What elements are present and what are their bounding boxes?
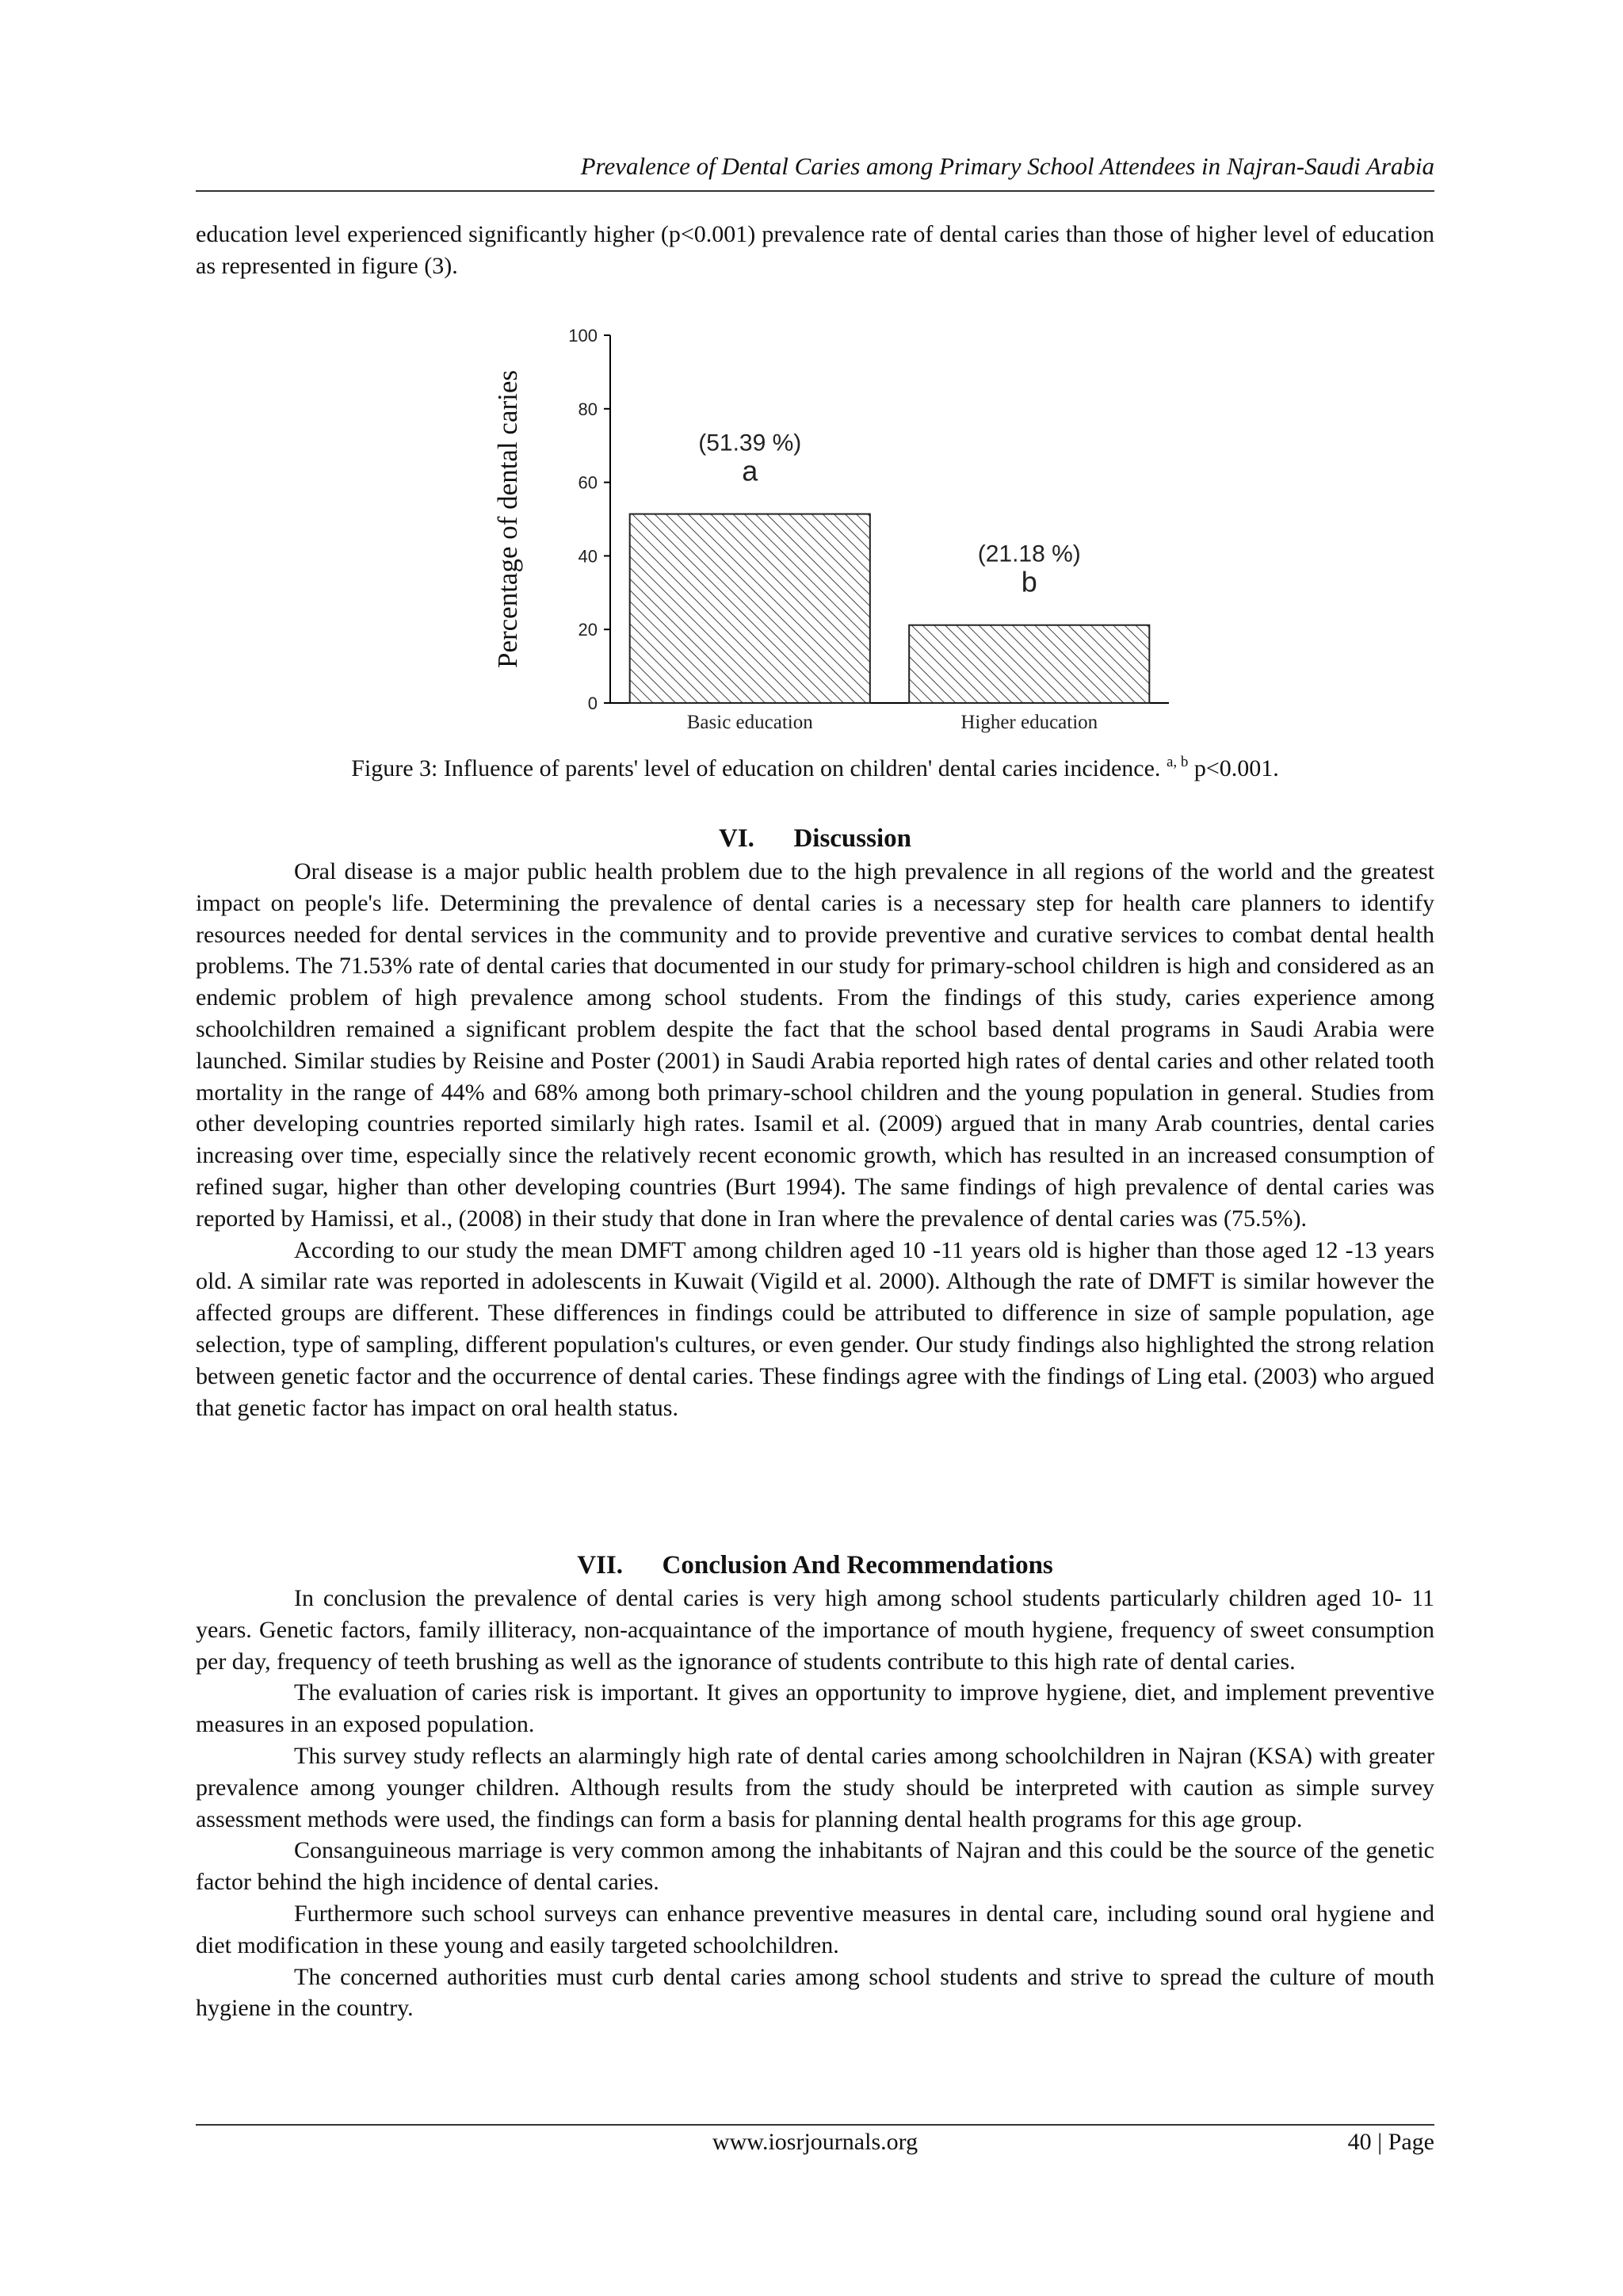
running-title: Prevalence of Dental Caries among Primary School Attendees in Najran-Saudi Arabia bbox=[580, 152, 1434, 180]
intro-paragraph: education level experienced significantly higher (p<0.001) prevalence rate of dental caries than those of higher level of education as represented in figure (3). bbox=[196, 221, 1434, 279]
figure-caption-pvalue: p<0.001. bbox=[1193, 755, 1279, 781]
y-tick-label: 60 bbox=[578, 472, 598, 493]
figure-caption-superscript: a, b bbox=[1166, 754, 1189, 770]
conclusion-paragraph: The evaluation of caries risk is important. It gives an opportunity to improve hygiene, diet, and implement preventive measures in an exposed population. bbox=[196, 1679, 1434, 1738]
conclusion-paragraph: Furthermore such school surveys can enhance preventive measures in dental care, including sound oral hygiene and diet modification in these young and easily targeted schoolchildren. bbox=[196, 1900, 1434, 1958]
y-tick-label: 0 bbox=[587, 693, 598, 713]
conclusion-body bbox=[196, 1583, 1434, 2024]
bar bbox=[909, 625, 1149, 703]
bar-significance-letter: b bbox=[1021, 565, 1037, 598]
conclusion-paragraph: Consanguineous marriage is very common among the inhabitants of Najran and this could be the source of the genetic factor behind the high incidence of dental caries. bbox=[196, 1837, 1434, 1896]
conclusion-paragraph: This survey study reflects an alarmingly high rate of dental caries among schoolchildren in Najran (KSA) with greater prevalence among younger children. Although results from the study should be interpreted with caution as simple survey assessment methods were used, the findings can form a basis for planning dental health programs for this age group. bbox=[196, 1742, 1434, 1832]
conclusion-heading-number: VII. bbox=[577, 1551, 624, 1580]
bar-significance-letter: a bbox=[742, 454, 758, 487]
caries-education-bar-chart bbox=[475, 313, 1189, 741]
discussion-body bbox=[196, 856, 1434, 1423]
y-tick-label: 80 bbox=[578, 399, 598, 419]
discussion-paragraph: Oral disease is a major public health problem due to the high prevalence in all regions of the world and the greatest impact on people's life. Determining the prevalence of dental caries is a necessary step for health care planners to identify resources needed for dental services in the community and to provide preventive and curative services to combat dental health problems. The 71.53% rate of dental caries that documented in our study for primary-school children is high and considered as an endemic problem of high prevalence among school students. From the findings of this study, caries experience among schoolchildren remained a significant problem despite the fact that the school based dental programs in Saudi Arabia were launched. Similar studies by Reisine and Poster (2001) in Saudi Arabia reported high rates of dental caries and other related tooth mortality in the range of 44% and 68% among both primary-school children and the young population in general. Studies from other developing countries reported similarly high rates. Isamil et al. (2009) argued that in many Arab countries, dental caries increasing over time, especially since the relatively recent economic growth, which has resulted in an increased consumption of refined sugar, higher than other developing countries (Burt 1994). The same findings of high prevalence of dental caries was reported by Hamissi, et al., (2008) in their study that done in Iran where the prevalence of dental caries was (75.5%). bbox=[196, 858, 1434, 1232]
header-rule bbox=[196, 190, 1434, 192]
conclusion-heading bbox=[196, 1551, 1434, 1580]
footer-page-number: 40 | Page bbox=[1347, 2129, 1434, 2155]
discussion-heading bbox=[196, 824, 1434, 854]
chart-plot-area bbox=[568, 326, 1169, 733]
footer-rule bbox=[196, 2124, 1434, 2126]
figure-caption bbox=[196, 754, 1434, 782]
y-axis-label: Percentage of dental caries bbox=[492, 369, 524, 669]
discussion-paragraph: According to our study the mean DMFT among children aged 10 -11 years old is higher than those aged 12 -13 years old. A similar rate was reported in adolescents in Kuwait (Vigild et al. 2000). Although the rate of DMFT is similar however the affected groups are different. These differences in findings could be attributed to difference in size of sample population, age selection, type of sampling, different population's cultures, or even gender. Our study findings also highlighted the strong relation between genetic factor and the occurrence of dental caries. These findings agree with the findings of Ling etal. (2003) who argued that genetic factor has impact on oral health status. bbox=[196, 1236, 1434, 1421]
x-category-label: Higher education bbox=[960, 712, 1098, 733]
conclusion-paragraph: The concerned authorities must curb dental caries among school students and strive to spread the culture of mouth hygiene in the country. bbox=[196, 1963, 1434, 2022]
conclusion-heading-title: Conclusion And Recommendations bbox=[662, 1551, 1053, 1580]
intro-paragraph-block bbox=[196, 219, 1434, 282]
x-category-label: Basic education bbox=[686, 712, 813, 733]
y-tick-label: 40 bbox=[578, 546, 598, 567]
figure-caption-text: Figure 3: Influence of parents' level of education on children' dental caries incidence. bbox=[351, 755, 1161, 781]
y-tick-label: 20 bbox=[578, 620, 598, 640]
bar-data-label: (51.39 %) bbox=[698, 430, 802, 457]
footer-journal-url: www.iosrjournals.org bbox=[712, 2129, 918, 2155]
y-tick-label: 100 bbox=[568, 326, 598, 346]
discussion-heading-title: Discussion bbox=[793, 824, 911, 853]
bar bbox=[630, 514, 870, 703]
conclusion-paragraph: In conclusion the prevalence of dental caries is very high among school students particularly children aged 10- 11 years. Genetic factors, family illiteracy, non-acquaintance of the importance of mouth hygiene, frequency of sweet consumption per day, frequency of teeth brushing as well as the ignorance of students contribute to this high rate of dental caries. bbox=[196, 1585, 1434, 1675]
discussion-heading-number: VI. bbox=[719, 824, 754, 853]
bar-data-label: (21.18 %) bbox=[977, 541, 1081, 567]
